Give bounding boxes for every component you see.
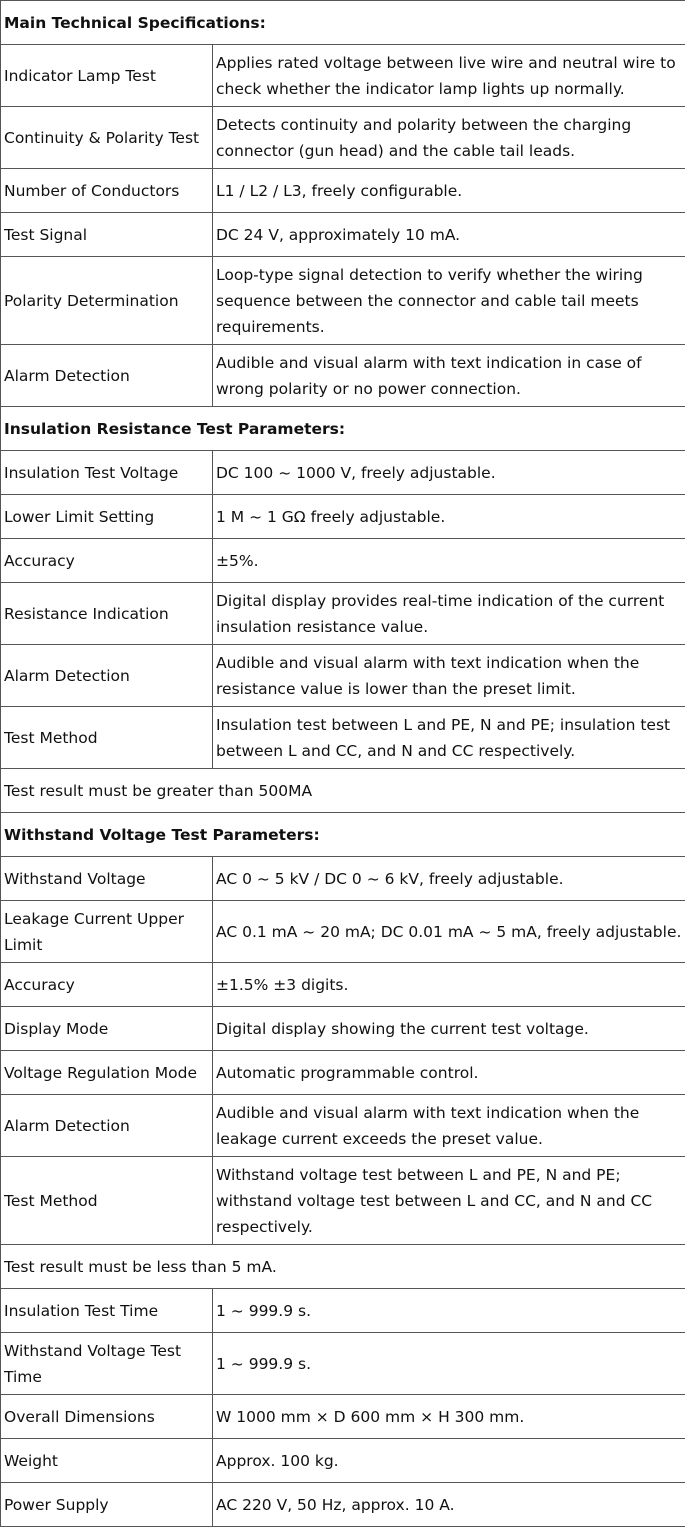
- note-text: Test result must be less than 5 mA.: [1, 1245, 685, 1289]
- spec-value: Applies rated voltage between live wire and neutral wire to check whether the indicator lamp lights up normally.: [213, 45, 685, 107]
- table-row: [1, 1439, 685, 1483]
- spec-value: 1 ~ 999.9 s.: [213, 1289, 685, 1333]
- spec-value: Detects continuity and polarity between the charging connector (gun head) and the cable tail leads.: [213, 107, 685, 169]
- spec-value: DC 24 V, approximately 10 mA.: [213, 213, 685, 257]
- spec-label: Overall Dimensions: [1, 1395, 213, 1439]
- table-row: [1, 169, 685, 213]
- spec-label: Resistance Indication: [1, 583, 213, 645]
- spec-value: Approx. 100 kg.: [213, 1439, 685, 1483]
- table-row: [1, 257, 685, 345]
- spec-label: Withstand Voltage: [1, 857, 213, 901]
- spec-label: Test Method: [1, 1157, 213, 1245]
- table-row: [1, 1095, 685, 1157]
- spec-value: Automatic programmable control.: [213, 1051, 685, 1095]
- section-title: Withstand Voltage Test Parameters:: [1, 813, 685, 857]
- spec-label: Alarm Detection: [1, 1095, 213, 1157]
- spec-value: DC 100 ~ 1000 V, freely adjustable.: [213, 451, 685, 495]
- spec-label: Display Mode: [1, 1007, 213, 1051]
- table-row: [1, 45, 685, 107]
- table-row: [1, 345, 685, 407]
- table-row: [1, 901, 685, 963]
- spec-value: Audible and visual alarm with text indication in case of wrong polarity or no power connection.: [213, 345, 685, 407]
- spec-value: 1 M ~ 1 GΩ freely adjustable.: [213, 495, 685, 539]
- table-row: [1, 1051, 685, 1095]
- spec-label: Power Supply: [1, 1483, 213, 1527]
- spec-label: Insulation Test Time: [1, 1289, 213, 1333]
- spec-label: Lower Limit Setting: [1, 495, 213, 539]
- spec-value: ±1.5% ±3 digits.: [213, 963, 685, 1007]
- spec-label: Accuracy: [1, 539, 213, 583]
- spec-value: Withstand voltage test between L and PE, N and PE; withstand voltage test between L and CC, and N and CC respectively.: [213, 1157, 685, 1245]
- table-row: [1, 1483, 685, 1527]
- spec-label: Voltage Regulation Mode: [1, 1051, 213, 1095]
- table-row: [1, 213, 685, 257]
- table-row: [1, 645, 685, 707]
- table-row: [1, 107, 685, 169]
- spec-value: Insulation test between L and PE, N and PE; insulation test between L and CC, and N and CC respectively.: [213, 707, 685, 769]
- spec-label: Polarity Determination: [1, 257, 213, 345]
- table-row: [1, 707, 685, 769]
- section-row: [1, 1, 685, 45]
- spec-value: Loop-type signal detection to verify whether the wiring sequence between the connector and cable tail meets requirements.: [213, 257, 685, 345]
- spec-label: Continuity & Polarity Test: [1, 107, 213, 169]
- spec-label: Accuracy: [1, 963, 213, 1007]
- spec-label: Alarm Detection: [1, 345, 213, 407]
- spec-label: Number of Conductors: [1, 169, 213, 213]
- table-row: [1, 495, 685, 539]
- section-row: [1, 813, 685, 857]
- spec-value: Audible and visual alarm with text indication when the leakage current exceeds the preset value.: [213, 1095, 685, 1157]
- spec-value: Digital display showing the current test voltage.: [213, 1007, 685, 1051]
- spec-label: Leakage Current Upper Limit: [1, 901, 213, 963]
- spec-label: Weight: [1, 1439, 213, 1483]
- table-row: [1, 451, 685, 495]
- note-row: [1, 1245, 685, 1289]
- table-row: [1, 1007, 685, 1051]
- section-row: [1, 407, 685, 451]
- table-row: [1, 1333, 685, 1395]
- table-row: [1, 1157, 685, 1245]
- spec-value: ±5%.: [213, 539, 685, 583]
- table-row: [1, 583, 685, 645]
- table-row: [1, 1395, 685, 1439]
- note-row: [1, 769, 685, 813]
- spec-value: AC 0 ~ 5 kV / DC 0 ~ 6 kV, freely adjustable.: [213, 857, 685, 901]
- table-row: [1, 963, 685, 1007]
- section-title: Insulation Resistance Test Parameters:: [1, 407, 685, 451]
- spec-value: 1 ~ 999.9 s.: [213, 1333, 685, 1395]
- note-text: Test result must be greater than 500MA: [1, 769, 685, 813]
- spec-value: Digital display provides real-time indication of the current insulation resistance value.: [213, 583, 685, 645]
- spec-value: W 1000 mm × D 600 mm × H 300 mm.: [213, 1395, 685, 1439]
- spec-value: AC 220 V, 50 Hz, approx. 10 A.: [213, 1483, 685, 1527]
- spec-label: Indicator Lamp Test: [1, 45, 213, 107]
- spec-label: Withstand Voltage Test Time: [1, 1333, 213, 1395]
- spec-label: Test Method: [1, 707, 213, 769]
- table-row: [1, 1289, 685, 1333]
- spec-label: Test Signal: [1, 213, 213, 257]
- section-title: Main Technical Specifications:: [1, 1, 685, 45]
- spec-label: Insulation Test Voltage: [1, 451, 213, 495]
- table-row: [1, 539, 685, 583]
- spec-label: Alarm Detection: [1, 645, 213, 707]
- table-row: [1, 857, 685, 901]
- spec-value: L1 / L2 / L3, freely configurable.: [213, 169, 685, 213]
- spec-value: Audible and visual alarm with text indication when the resistance value is lower than the preset limit.: [213, 645, 685, 707]
- spec-value: AC 0.1 mA ~ 20 mA; DC 0.01 mA ~ 5 mA, freely adjustable.: [213, 901, 685, 963]
